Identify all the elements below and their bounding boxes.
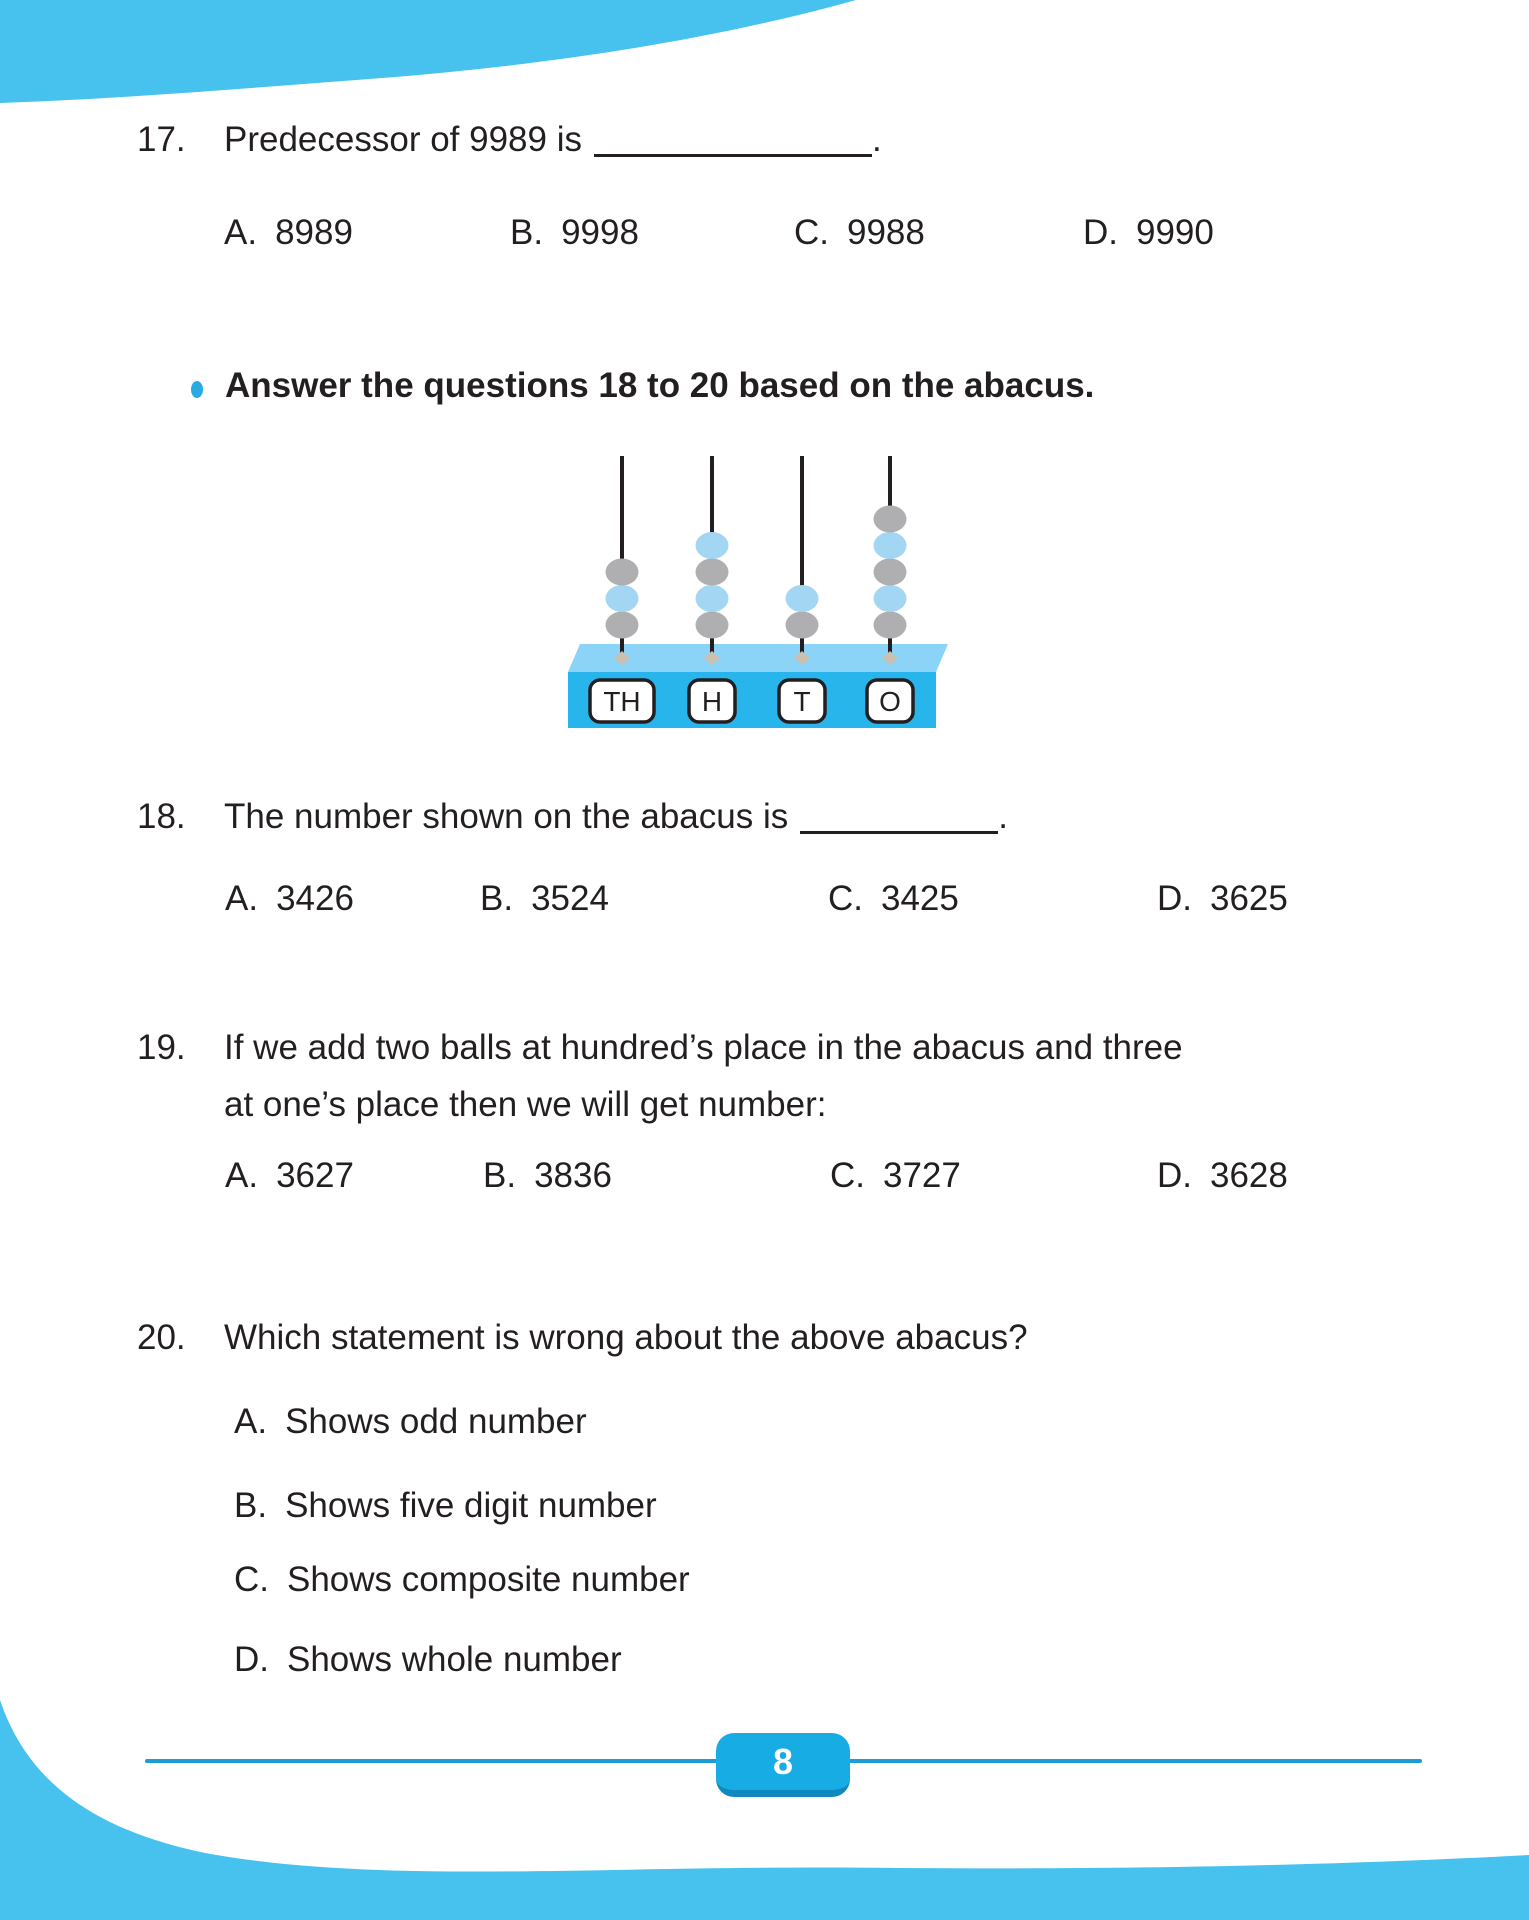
option-value: 3625 [1210, 879, 1288, 918]
abacus-bead-blue [786, 585, 819, 612]
option-value: 9990 [1136, 213, 1214, 252]
abacus-bead-blue [874, 532, 907, 559]
option-value: 3836 [534, 1156, 612, 1195]
q19-number: 19. [137, 1028, 186, 1067]
option-value: 3425 [881, 879, 959, 918]
q20-option-a [234, 1402, 587, 1442]
q17-option-c [794, 213, 925, 253]
option-text: Shows whole number [287, 1640, 622, 1679]
q19-text-line1: If we add two balls at hundred’s place in the abacus and three [224, 1028, 1183, 1067]
option-value: 3426 [276, 879, 354, 918]
option-letter: C. [234, 1560, 269, 1599]
option-letter: C. [830, 1156, 865, 1195]
top-wave-decoration [0, 0, 1529, 120]
q20-number: 20. [137, 1318, 186, 1357]
q18-option-b [480, 879, 609, 919]
abacus-bead-blue [606, 585, 639, 612]
option-letter: D. [1157, 1156, 1192, 1195]
q17-answer-blank [594, 124, 872, 157]
q17-number: 17. [137, 120, 186, 159]
abacus-bead-gray [696, 559, 729, 586]
abacus-bead-gray [696, 612, 729, 639]
q18-option-c [828, 879, 959, 919]
q19-text-line2: at one’s place then we will get number: [224, 1085, 827, 1124]
option-letter: A. [234, 1402, 268, 1441]
q17-option-d [1083, 213, 1214, 253]
abacus-place-label-T: T [793, 686, 811, 717]
abacus-place-label-H: H [701, 686, 723, 717]
option-value: 9998 [561, 213, 639, 252]
option-letter: D. [1083, 213, 1118, 252]
q18-text-body: The number shown on the abacus is [224, 797, 789, 836]
option-letter: A. [225, 1156, 259, 1195]
instruction-heading: Answer the questions 18 to 20 based on the abacus. [225, 366, 1095, 405]
option-text: Shows five digit number [285, 1486, 657, 1525]
option-value: 3524 [531, 879, 609, 918]
q18-option-d [1157, 879, 1288, 919]
option-value: 3628 [1210, 1156, 1288, 1195]
page-number: 8 [772, 1740, 794, 1782]
option-value: 3727 [883, 1156, 961, 1195]
q20-option-d [234, 1640, 622, 1680]
q17-period: . [871, 120, 882, 159]
abacus-bead-gray [606, 559, 639, 586]
abacus-bead-blue [696, 532, 729, 559]
abacus-bead-gray [874, 612, 907, 639]
q18-option-a [225, 879, 354, 919]
abacus-bead-blue [696, 585, 729, 612]
option-letter: B. [480, 879, 514, 918]
abacus-bead-gray [786, 612, 819, 639]
q18-answer-blank [800, 801, 998, 834]
q19-option-a [225, 1156, 354, 1196]
q18-text [224, 797, 1008, 837]
abacus-figure [556, 448, 956, 748]
q18-number: 18. [137, 797, 186, 836]
abacus-bead-blue [874, 585, 907, 612]
q20-text: Which statement is wrong about the above abacus? [224, 1318, 1028, 1357]
abacus-place-label-O: O [879, 686, 901, 717]
option-letter: C. [794, 213, 829, 252]
bottom-wave-decoration [0, 1698, 1529, 1920]
q17-text [224, 120, 882, 160]
option-letter: D. [234, 1640, 269, 1679]
option-text: Shows odd number [285, 1402, 587, 1441]
option-letter: A. [225, 879, 259, 918]
q17-text-body: Predecessor of 9989 is [224, 120, 582, 159]
option-letter: C. [828, 879, 863, 918]
q17-option-b [510, 213, 639, 253]
option-value: 3627 [276, 1156, 354, 1195]
option-value: 8989 [275, 213, 353, 252]
q20-option-c [234, 1560, 690, 1600]
q19-option-b [483, 1156, 612, 1196]
option-text: Shows composite number [287, 1560, 690, 1599]
option-letter: D. [1157, 879, 1192, 918]
option-letter: B. [483, 1156, 517, 1195]
option-value: 9988 [847, 213, 925, 252]
abacus-place-label-TH: TH [603, 686, 641, 717]
option-letter: B. [510, 213, 544, 252]
q19-option-d [1157, 1156, 1288, 1196]
q17-option-a [224, 213, 353, 253]
option-letter: B. [234, 1486, 268, 1525]
q19-option-c [830, 1156, 961, 1196]
bullet-icon [191, 381, 203, 398]
abacus-bead-gray [874, 506, 907, 533]
page-number-badge [716, 1733, 850, 1797]
abacus-bead-gray [874, 559, 907, 586]
q18-period: . [998, 797, 1008, 836]
option-letter: A. [224, 213, 258, 252]
abacus-bead-gray [606, 612, 639, 639]
q20-option-b [234, 1486, 657, 1526]
